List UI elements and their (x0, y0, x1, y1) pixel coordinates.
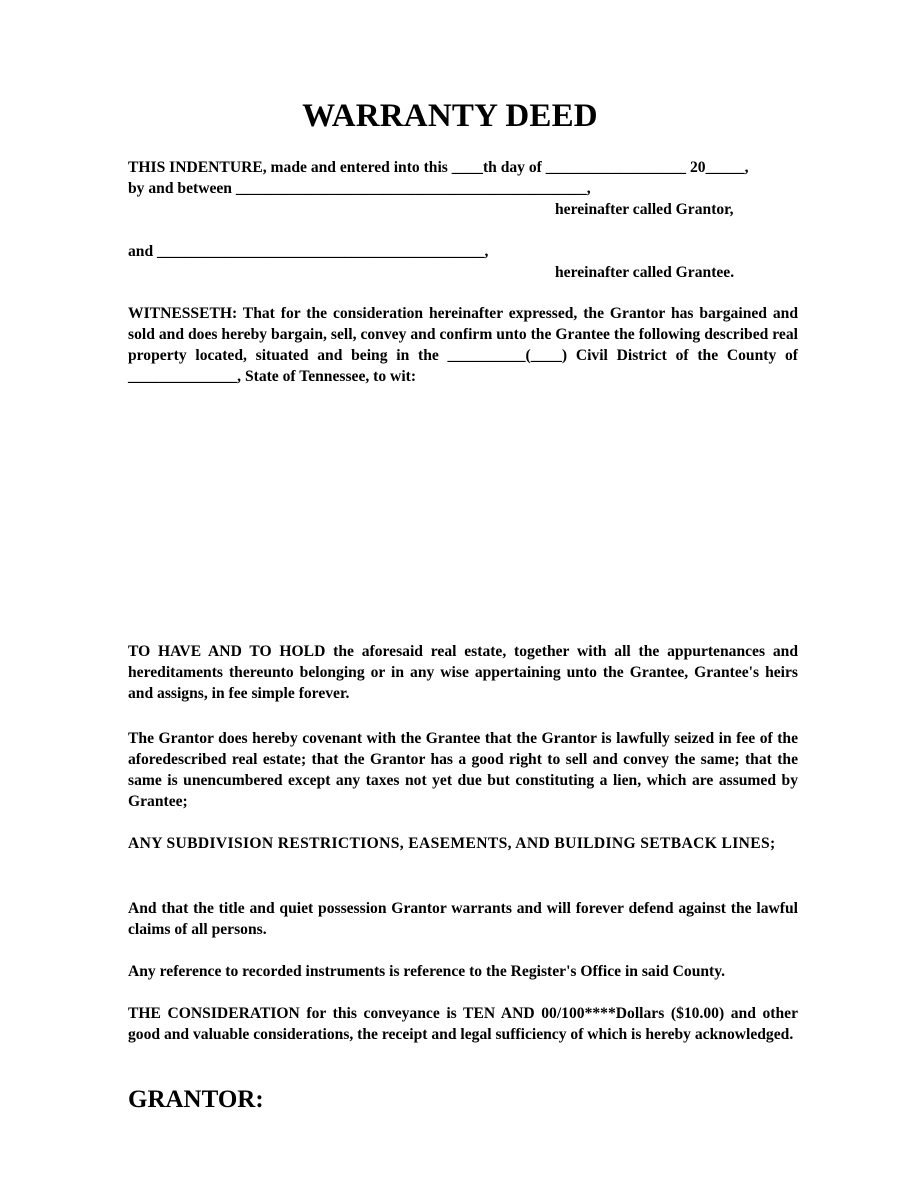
to-have-paragraph: TO HAVE AND TO HOLD the aforesaid real estate, together with all the appurtenances and hereditaments thereunto belonging or in any wise appertaining unto the Grantee, Grantee's heirs and assigns, in fee simple forever. (128, 643, 798, 702)
reference-paragraph: Any reference to recorded instruments is reference to the Register's Office in said County. (128, 963, 726, 980)
title-defense-paragraph: And that the title and quiet possession Grantor warrants and will forever defend against the lawful claims of all persons. (128, 900, 798, 938)
property-description-blank (128, 400, 798, 635)
restrictions-paragraph: ANY SUBDIVISION RESTRICTIONS, EASEMENTS, AND BUILDING SETBACK LINES; (128, 835, 776, 852)
document-title: WARRANTY DEED (302, 98, 598, 134)
grantor-called-line: hereinafter called Grantor, (555, 201, 734, 218)
covenant-paragraph: The Grantor does hereby covenant with the Grantee that the Grantor is lawfully seized in fee of the aforedescribed real estate; that the Grantor has a good right to sell and convey the same; that the same is unencumbered except any taxes not yet due but constituting a lien, which are assumed by Grantee; (128, 730, 798, 810)
consideration-paragraph: THE CONSIDERATION for this conveyance is TEN AND 00/100****Dollars ($10.00) and other good and valuable considerations, the receipt and legal sufficiency of which is hereby acknowledged. (128, 1005, 798, 1043)
witnesseth-paragraph: WITNESSETH: That for the consideration hereinafter expressed, the Grantor has bargained and sold and does hereby bargain, sell, convey and confirm unto the Grantee the following described real property located, situated and being in the __________(____) Civil District of the County of ______________, State of Tennessee, to wit: (128, 305, 798, 385)
grantor-heading: GRANTOR: (128, 1086, 264, 1113)
grantee-name-line: and __________________________________________, (128, 243, 489, 260)
indenture-line-2: by and between _____________________________________________, (128, 180, 591, 197)
indenture-line-1: THIS INDENTURE, made and entered into this ____th day of __________________ 20_____, (128, 159, 749, 176)
grantee-called-line: hereinafter called Grantee. (555, 264, 735, 281)
